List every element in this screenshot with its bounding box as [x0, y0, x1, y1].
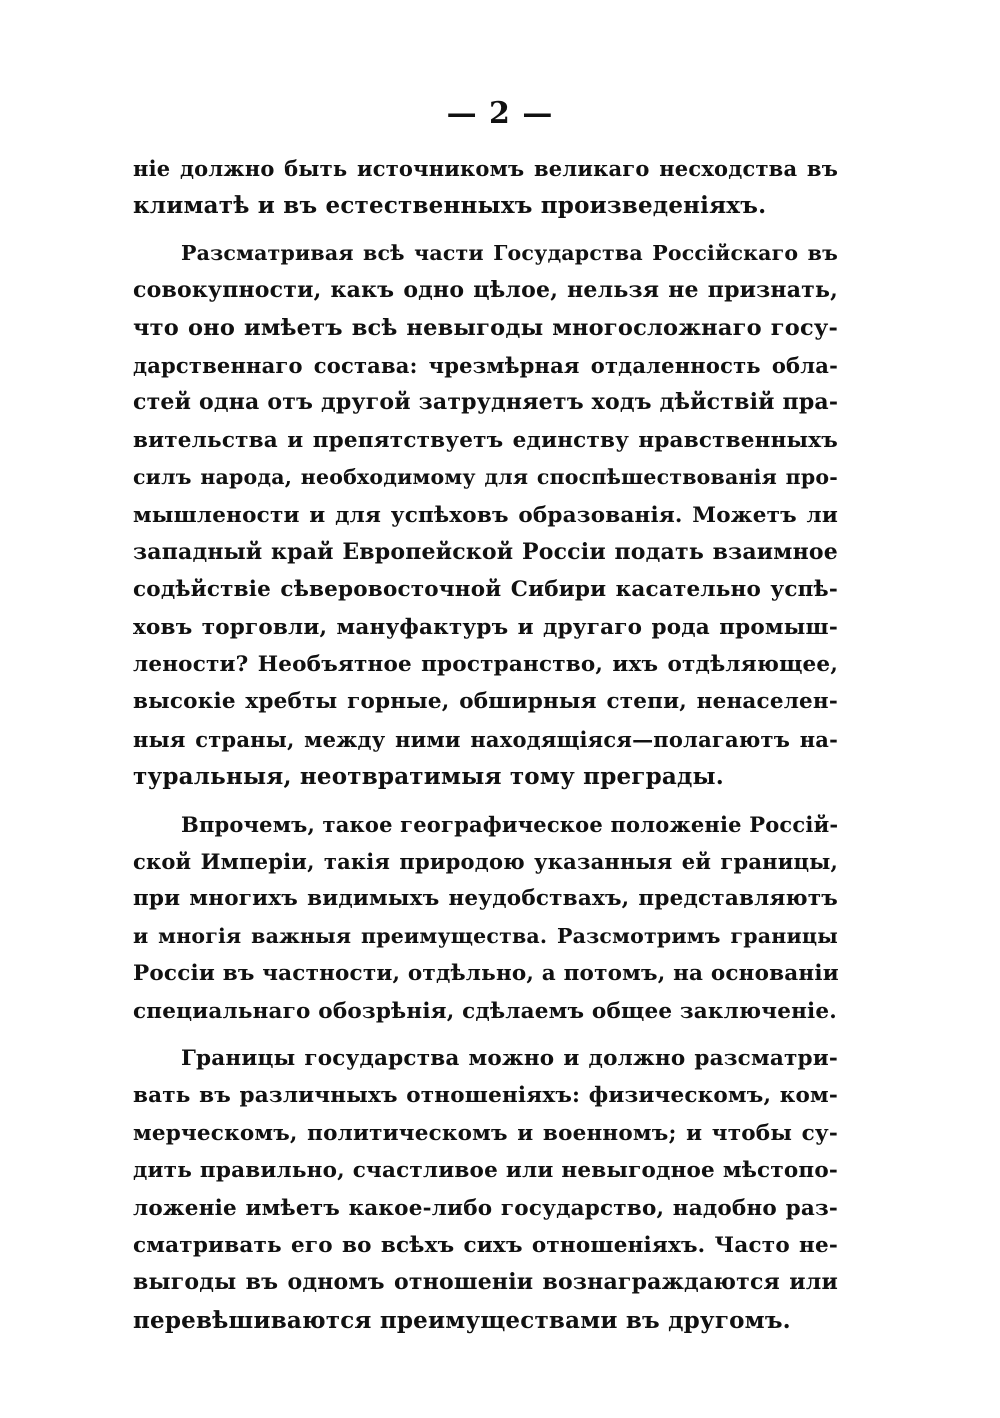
paragraph-3	[133, 806, 838, 1030]
text-line: высокіе хребты горные, обширныя степи, ненаселен-	[133, 689, 838, 715]
text-line: Разсматривая всѣ части Государства Россійскаго въ	[181, 240, 838, 265]
text-line: ныя страны, между ними находящіяся—полагаютъ на-	[133, 726, 838, 752]
text-line: силъ народа, необходимому для споспѣшествованія про-	[133, 465, 838, 490]
text-line: ховъ торговли, мануфактуръ и другаго рода промыш-	[133, 614, 838, 640]
body-text	[133, 150, 838, 1349]
text-line: Россіи въ частности, отдѣльно, а потомъ, на основаніи	[133, 961, 839, 987]
text-line: туральныя, неотвратимыя тому преграды.	[133, 763, 724, 791]
paragraph-1	[133, 150, 838, 225]
paragraph-4	[133, 1040, 838, 1339]
text-line: вительства и препятствуетъ единству нравственныхъ	[133, 427, 838, 453]
text-line: сматривать его во всѣхъ сихъ отношеніяхъ. Часто не-	[133, 1232, 838, 1258]
text-line: вать въ различныхъ отношеніяхъ: физическомъ, ком-	[133, 1083, 838, 1109]
page-number: — 2 —	[446, 96, 554, 131]
text-line: дарственнаго состава: чрезмѣрная отдаленность обла-	[133, 352, 838, 378]
text-line: что оно имѣетъ всѣ невыгоды многосложнаго госу-	[133, 314, 838, 341]
text-line: мышлености и для успѣховъ образованія. Можетъ ли	[133, 502, 838, 528]
text-line: Границы государства можно и должно разсматри-	[181, 1045, 838, 1071]
text-line: выгоды въ одномъ отношеніи вознаграждаются или	[133, 1269, 838, 1296]
text-line: лености? Необъятное пространство, ихъ отдѣляющее,	[133, 652, 838, 678]
text-line: совокупности, какъ одно цѣлое, нельзя не признать,	[133, 277, 838, 304]
text-line: Впрочемъ, такое географическое положеніе Россій-	[181, 811, 839, 837]
text-line: дить правильно, счастливое или невыгодное мѣстопо-	[133, 1158, 838, 1184]
text-line: специальнаго обозрѣнія, сдѣлаемъ общее заключеніе.	[133, 998, 837, 1024]
text-line: содѣйствіе сѣверовосточной Сибири касательно успѣ-	[133, 577, 838, 603]
text-line: климатѣ и въ естественныхъ произведеніяхъ.	[133, 192, 767, 220]
text-line: перевѣшиваются преимуществами въ другомъ.	[133, 1306, 791, 1334]
paragraph-2	[133, 235, 838, 796]
text-line: ложеніе имѣетъ какое-либо государство, надобно раз-	[133, 1195, 838, 1221]
text-line: стей одна отъ другой затрудняетъ ходъ дѣйствій пра-	[133, 389, 839, 416]
text-line: при многихъ видимыхъ неудобствахъ, представляютъ	[133, 886, 838, 912]
text-line: ніе должно быть источникомъ великаго несходства въ	[133, 156, 838, 181]
text-line: ской Имперіи, такія природою указанныя ей границы,	[133, 849, 838, 875]
text-line: и многія важныя преимущества. Разсмотримъ границы	[133, 923, 838, 948]
text-line: мерческомъ, политическомъ и военномъ; и чтобы су-	[133, 1120, 838, 1146]
text-line: западный край Европейской Россіи подать взаимное	[133, 538, 838, 565]
